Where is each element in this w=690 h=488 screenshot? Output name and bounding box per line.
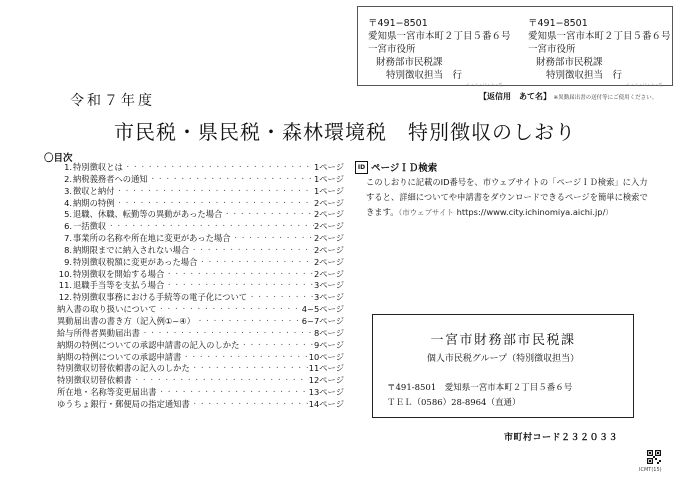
website-label: （市ウェブサイト [398, 208, 454, 217]
toc-item-label: 納入書の取り扱いについて [57, 304, 157, 315]
reply-note: ※異動届出書の送付等にご使用ください。 [553, 95, 658, 101]
toc-item-number: 5. [64, 209, 72, 220]
toc-item-page: 9ページ [313, 339, 344, 350]
toc-item-number: 12. [58, 292, 72, 303]
postal-code: 〒491−8501 [368, 18, 428, 29]
toc-leader-dots [132, 375, 309, 387]
toc-leader-dots [189, 245, 314, 257]
toc-leader-dots [156, 304, 301, 316]
address-text: 愛知県一宮市本町２丁目５番６号 [528, 31, 671, 42]
furigana-text: ヘ・ミ・リ・ト・組 [626, 82, 663, 87]
toc-leader-dots [190, 363, 309, 375]
toc-item-page: 6~7ページ [301, 315, 344, 326]
contact-address: 〒491-8501 愛知県一宮市本町２丁目５番６号 [387, 383, 573, 393]
toc-item [46, 304, 344, 316]
toc-item [46, 245, 344, 257]
toc-item-number: 4. [64, 197, 72, 208]
toc-item [46, 257, 344, 269]
toc-item [46, 352, 344, 364]
toc-item-page: 4~5ページ [301, 304, 344, 315]
contact-box [372, 314, 634, 418]
toc-item-label: 異動届出書の書き方（記入例①~④） [57, 315, 195, 326]
reply-label [479, 91, 657, 102]
toc-leader-dots [123, 162, 314, 174]
toc-item-page: 13ページ [308, 387, 344, 398]
website-url[interactable]: https://www.city.ichinomiya.aichi.jp/ [456, 207, 606, 217]
page-id-search-text: このしおりに記載のID番号を、市ウェブサイトの「ページＩＤ検索」に入力すると、詳細についてや申請書をダウンロードできるページを簡単に検索できます。 [366, 177, 648, 217]
qr-code-icon [647, 450, 661, 464]
org-name: 一宮市役所 [368, 44, 416, 55]
toc-item-label: 特別徴収切替依頼書の記入のしかた [57, 363, 190, 374]
toc-item-number: 8. [64, 244, 72, 255]
toc-item [46, 233, 344, 245]
toc-item-page: 2ページ [313, 256, 344, 267]
page-id-search-title: ページＩＤ検索 [371, 163, 438, 174]
toc-leader-dots [239, 340, 314, 352]
toc-item-label: 一括徴収 [73, 221, 107, 232]
toc-leader-dots [148, 174, 314, 186]
toc-item-page: 11ページ [308, 363, 344, 374]
toc-leader-dots [197, 257, 314, 269]
toc-item-label: 特別徴収切替依頼書 [57, 375, 132, 386]
page-id-search-body [366, 175, 648, 220]
section-name: 特別徴収担当 行 [546, 70, 623, 81]
toc-item-label: 退職手当等を支払う場合 [73, 280, 165, 291]
toc-item [46, 387, 344, 399]
website-close-paren: ） [605, 208, 613, 217]
toc-item [46, 174, 344, 186]
toc-item-page: 1ページ [313, 162, 344, 172]
fiscal-year: 令和７年度 [70, 93, 155, 109]
toc-heading: 〇目次 [44, 153, 73, 164]
toc-item-page: 1ページ [313, 185, 344, 196]
toc-item [46, 340, 344, 352]
toc-item-number: 10. [58, 268, 72, 279]
toc-item [46, 399, 344, 411]
toc-item-number: 6. [64, 221, 72, 232]
address-label-2 [528, 17, 671, 87]
municipal-code: 市町村コード２３２０３３ [504, 433, 619, 443]
toc-item-label: 特別徴収税額に変更があった場合 [73, 256, 198, 267]
toc-item-page: 3ページ [313, 280, 344, 291]
toc-leader-dots [190, 399, 309, 411]
toc-item-page: 2ページ [313, 268, 344, 279]
toc-item-number: 1. [64, 162, 72, 172]
toc-leader-dots [164, 269, 314, 281]
toc-item-page: 2ページ [313, 209, 344, 220]
dept-name: 財務部市民税課 [376, 57, 443, 68]
toc-item [46, 198, 344, 210]
toc-item-number: 11. [58, 280, 72, 291]
id-icon: ID [355, 161, 368, 174]
toc-leader-dots [164, 280, 314, 292]
toc-item [46, 221, 344, 233]
toc-item-label: ゆうちょ銀行・郵便局の指定通知書 [57, 398, 190, 409]
toc-item-page: 10ページ [308, 351, 344, 362]
toc-item-label: 特別徴収とは [73, 162, 123, 172]
address-label-1 [368, 17, 511, 87]
toc-item-page: 1ページ [313, 173, 344, 184]
toc-item-label: 退職、休職、転勤等の異動があった場合 [73, 209, 223, 220]
address-text: 愛知県一宮市本町２丁目５番６号 [368, 31, 511, 42]
toc-item-label: 徴収と納付 [73, 185, 115, 196]
toc-item [46, 375, 344, 387]
toc-leader-dots [140, 328, 314, 340]
toc-item [46, 209, 344, 221]
furigana-text: ヘ・ミ・リ・ト・組 [466, 82, 503, 87]
toc-leader-dots [115, 186, 314, 198]
toc-item-page: 8ページ [313, 327, 344, 338]
toc-leader-dots [231, 233, 314, 245]
toc-item-page: 2ページ [313, 233, 344, 244]
toc-item [46, 162, 344, 174]
toc-item-label: 納期限までに納入されない場合 [73, 244, 190, 255]
reply-label-text: 【返信用 あて名】 [479, 92, 551, 101]
toc-item-page: 2ページ [313, 244, 344, 255]
toc-leader-dots [181, 352, 308, 364]
contact-title: 一宮市財務部市民税課 [430, 333, 576, 348]
toc-leader-dots [222, 209, 314, 221]
toc-item-label: 所在地・名称等変更届出書 [57, 387, 157, 398]
table-of-contents [46, 162, 344, 411]
toc-item [46, 280, 344, 292]
toc-item-page: 2ページ [313, 197, 344, 208]
toc-item-label: 特別徴収を開始する場合 [73, 268, 165, 279]
toc-item-label: 特別徴収事務における手続等の電子化について [73, 292, 248, 303]
toc-item [46, 269, 344, 281]
toc-item-page: 12ページ [308, 375, 344, 386]
toc-item-number: 7. [64, 233, 72, 244]
toc-leader-dots [195, 316, 302, 328]
page-title: 市民税・県民税・森林環境税 特別徴収のしおり [114, 120, 576, 144]
toc-item-label: 納期の特例 [73, 197, 115, 208]
toc-item-label: 納税義務者への通知 [73, 173, 148, 184]
toc-item-label: 納期の特例についての承認申請書の記入のしかた [57, 339, 240, 350]
toc-item-number: 2. [64, 173, 72, 184]
org-name: 一宮市役所 [528, 44, 576, 55]
dept-name: 財務部市民税課 [536, 57, 603, 68]
contact-tel: ＴＥＬ（0586）28-8964（直通） [387, 398, 521, 408]
toc-item-page: 14ページ [308, 398, 344, 409]
qr-label: ICMT(15) [639, 467, 662, 473]
toc-item-page: 3ページ [313, 292, 344, 303]
postal-code: 〒491−8501 [528, 18, 588, 29]
toc-item [46, 316, 344, 328]
toc-item-number: 3. [64, 185, 72, 196]
section-name: 特別徴収担当 行 [386, 70, 463, 81]
page-id-search-heading [355, 160, 437, 174]
toc-item [46, 363, 344, 375]
toc-item-label: 納期の特例についての承認申請書 [57, 351, 182, 362]
toc-item [46, 292, 344, 304]
toc-item [46, 328, 344, 340]
toc-leader-dots [157, 387, 309, 399]
toc-leader-dots [106, 221, 314, 233]
toc-item-label: 事業所の名称や所在地に変更があった場合 [73, 233, 231, 244]
toc-item-label: 給与所得者異動届出書 [57, 327, 140, 338]
toc-leader-dots [115, 198, 314, 210]
toc-item [46, 186, 344, 198]
toc-leader-dots [247, 292, 314, 304]
contact-subtitle: 個人市民税グループ（特別徴収担当） [426, 354, 580, 364]
toc-item-page: 2ページ [313, 221, 344, 232]
toc-item-number: 9. [64, 256, 72, 267]
reply-address-box [357, 6, 673, 86]
